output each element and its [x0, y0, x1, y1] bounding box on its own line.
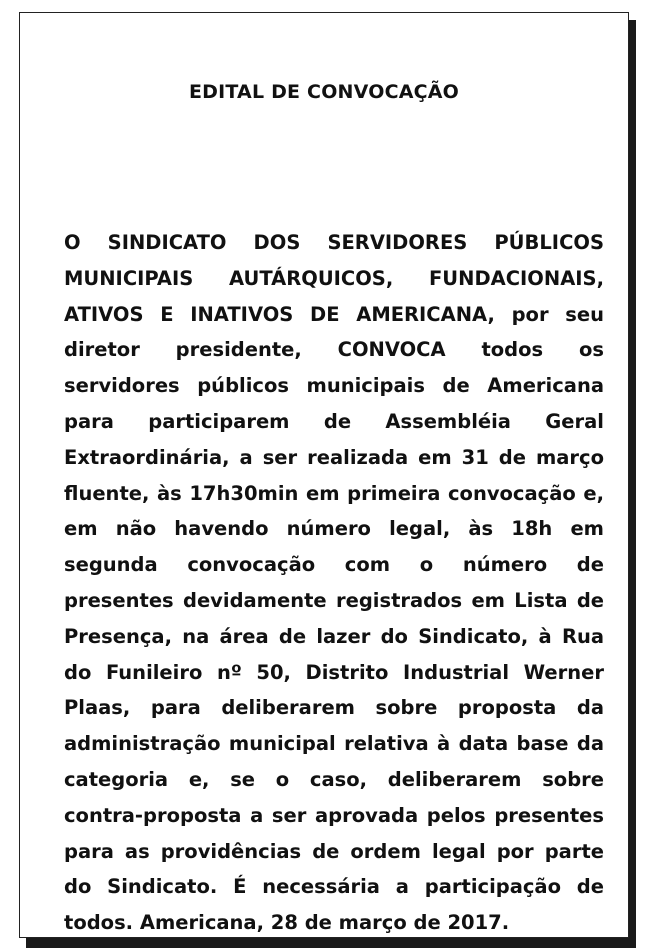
document-page	[19, 12, 629, 938]
document-body: O SINDICATO DOS SERVIDORES PÚBLICOS MUNICIPAIS AUTÁRQUICOS, FUNDACIONAIS, ATIVOS E INATIVOS DE AMERICANA, por seu diretor presidente, CONVOCA todos os servidores públicos municipais de Americana para participarem de Assembléia Geral Extraordinária, a ser realizada em 31 de março fluente, às 17h30min em primeira convocação e, em não havendo número legal, às 18h em segunda convocação com o número de presentes devidamente registrados em Lista de Presença, na área de lazer do Sindicato, à Rua do Funileiro nº 50, Distrito Industrial Werner Plaas, para deliberarem sobre proposta da administração municipal relativa à data base da categoria e, se o caso, deliberarem sobre contra-proposta a ser aprovada pelos presentes para as providências de ordem legal por parte do Sindicato. É necessária a participação de todos. Americana, 28 de março de 2017.	[64, 231, 604, 935]
document-title: EDITAL DE CONVOCAÇÃO	[188, 81, 460, 103]
